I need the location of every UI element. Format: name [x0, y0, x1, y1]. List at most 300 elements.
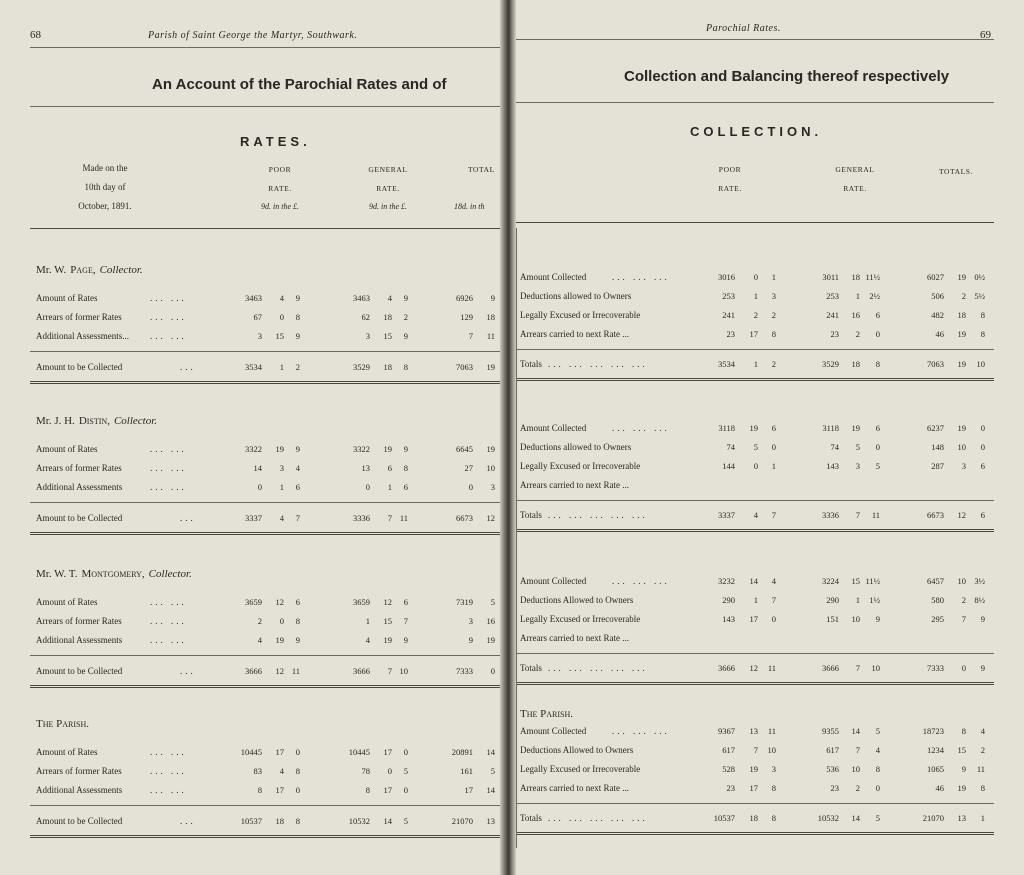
collection-row-total-0: 46 — [935, 783, 944, 793]
collection-row-poor-1: 1 — [753, 595, 758, 605]
leader-dots: ... ... — [150, 597, 187, 607]
collection-total-total-2: 10 — [976, 359, 985, 369]
collection-total-total-2: 1 — [980, 813, 985, 823]
rate-row-label: Additional Assessments — [36, 635, 123, 645]
rates-total-poor-1: 18 — [275, 816, 284, 826]
rates-poor-header: POOR — [268, 165, 292, 174]
rate-row-total-0: 9 — [468, 635, 473, 645]
rate-row-total-0: 17 — [464, 785, 473, 795]
leader-dots: ... ... — [150, 747, 187, 757]
rate-row-poor-1: 1 — [279, 482, 284, 492]
collection-row-total-0: 18723 — [922, 726, 944, 736]
collection-row-label: Amount Collected — [520, 272, 587, 282]
collection-row-poor-1: 7 — [753, 745, 758, 755]
collection-row-poor-2: 11 — [767, 726, 776, 736]
collection-total-poor-0: 3337 — [718, 510, 735, 520]
rate-row-label: Amount of Rates — [36, 747, 98, 757]
rates-total-label: Amount to be Collected — [36, 513, 123, 523]
rate-row-total-1: 11 — [486, 331, 495, 341]
collection-total-label: Totals — [520, 663, 542, 673]
collection-row-total-2: 3½ — [974, 576, 985, 586]
collection-row-total-1: 10 — [957, 442, 966, 452]
rates-total-poor-2: 7 — [295, 513, 300, 523]
collection-row-poor-1: 17 — [749, 783, 758, 793]
collection-row-poor-2: 8 — [771, 329, 776, 339]
leader-dots: ... ... — [150, 312, 187, 322]
collection-row-total-0: 6237 — [927, 423, 944, 433]
rate-row-general-2: 9 — [403, 331, 408, 341]
collection-row-poor-0: 617 — [722, 745, 735, 755]
collection-total-poor-0: 3666 — [718, 663, 735, 673]
collection-row-poor-1: 17 — [749, 614, 758, 624]
collection-row-general-2: 5 — [875, 461, 880, 471]
collection-row-poor-0: 3118 — [718, 423, 735, 433]
left-page-number: 68 — [30, 29, 41, 41]
collection-row-label: Arrears carried to next Rate ... — [520, 329, 629, 339]
rates-total-general-0: 3336 — [353, 513, 370, 523]
collection-row-general-1: 14 — [851, 726, 860, 736]
collection-total-general-0: 3336 — [822, 510, 839, 520]
rate-row-total-1: 19 — [486, 444, 495, 454]
rate-row-poor-0: 14 — [253, 463, 262, 473]
made-on-line-3: October, 1891. — [78, 201, 132, 211]
collection-row-general-2: 0 — [875, 783, 880, 793]
leader-dots: ... ... — [150, 785, 187, 795]
collection-row-poor-1: 0 — [753, 461, 758, 471]
collection-total-general-0: 3529 — [822, 359, 839, 369]
rate-row-poor-2: 9 — [295, 444, 300, 454]
collection-row-total-1: 19 — [957, 423, 966, 433]
collection-row-poor-0: 143 — [722, 614, 735, 624]
rate-row-label: Arrears of former Rates — [36, 766, 122, 776]
rate-row-general-2: 5 — [403, 766, 408, 776]
collection-row-general-2: 1½ — [869, 595, 880, 605]
rate-row-general-1: 12 — [383, 597, 392, 607]
rates-total-label: Amount to be Collected — [36, 666, 123, 676]
collection-row-poor-1: 19 — [749, 764, 758, 774]
collection-row-general-0: 241 — [826, 310, 839, 320]
collection-row-poor-1: 13 — [749, 726, 758, 736]
rate-row-label: Additional Assessments... — [36, 331, 130, 341]
rate-row-general-0: 3322 — [353, 444, 370, 454]
collection-row-total-2: 6 — [980, 461, 985, 471]
collection-total-total-1: 13 — [957, 813, 966, 823]
collection-row-total-2: 8 — [980, 783, 985, 793]
rates-total-general-1: 18 — [383, 362, 392, 372]
rate-row-total-0: 6645 — [456, 444, 473, 454]
collector-heading — [36, 568, 192, 580]
collection-row-total-2: 9 — [980, 614, 985, 624]
collection-total-total-0: 7063 — [927, 359, 944, 369]
rate-row-label: Arrears of former Rates — [36, 463, 122, 473]
rate-row-general-0: 62 — [361, 312, 370, 322]
collection-total-label: Totals — [520, 359, 542, 369]
leader-dots: ... ... ... — [612, 576, 670, 586]
rate-row-poor-0: 83 — [253, 766, 262, 776]
collector-role: Collector. — [99, 264, 143, 276]
collection-row-total-2: 11 — [976, 764, 985, 774]
rates-total-total-1: 12 — [486, 513, 495, 523]
rate-row-poor-0: 4 — [257, 635, 262, 645]
rates-total-total-0: 6673 — [456, 513, 473, 523]
rate-row-general-2: 0 — [403, 785, 408, 795]
rate-row-poor-2: 9 — [295, 635, 300, 645]
collection-row-poor-2: 7 — [771, 595, 776, 605]
rate-row-general-2: 2 — [403, 312, 408, 322]
right-page-number: 69 — [980, 29, 991, 41]
rates-total-general-0: 3666 — [353, 666, 370, 676]
collection-row-general-0: 290 — [826, 595, 839, 605]
leader-dots: ... ... — [150, 616, 187, 626]
collection-row-total-1: 7 — [961, 614, 966, 624]
leader-dots: ... ... — [150, 766, 187, 776]
collection-row-poor-2: 8 — [771, 783, 776, 793]
rates-total-general-0: 3529 — [353, 362, 370, 372]
collection-row-label: Deductions Allowed to Owners — [520, 745, 634, 755]
rate-row-poor-0: 10445 — [240, 747, 262, 757]
collection-row-label: Arrears carried to next Rate ... — [520, 480, 629, 490]
rate-row-poor-1: 4 — [279, 293, 284, 303]
rate-row-poor-0: 3 — [257, 331, 262, 341]
collection-row-general-0: 3224 — [822, 576, 839, 586]
collection-row-general-2: 11½ — [865, 576, 880, 586]
collection-row-general-2: 2½ — [869, 291, 880, 301]
leader-dots: ... ... ... ... ... — [548, 663, 648, 673]
collection-row-general-0: 23 — [830, 329, 839, 339]
collection-total-general-0: 10532 — [817, 813, 839, 823]
leader-dots: ... ... ... ... ... — [548, 510, 648, 520]
collection-total-poor-2: 8 — [771, 813, 776, 823]
rate-row-label: Additional Assessments — [36, 785, 123, 795]
parish-heading-right — [520, 708, 573, 720]
collection-row-general-0: 617 — [826, 745, 839, 755]
rate-row-total-0: 7319 — [456, 597, 473, 607]
rates-poor-header-3: 9d. in the £. — [261, 202, 299, 211]
collection-row-poor-1: 1 — [753, 291, 758, 301]
rate-row-general-1: 19 — [383, 635, 392, 645]
rates-subtotal-rule — [30, 655, 500, 656]
rate-row-poor-2: 6 — [295, 482, 300, 492]
rate-row-poor-0: 0 — [257, 482, 262, 492]
rate-row-general-1: 17 — [383, 785, 392, 795]
leader-dots: ... — [180, 513, 196, 523]
collection-row-poor-1: 14 — [749, 576, 758, 586]
collection-row-label: Legally Excused or Irrecoverable — [520, 764, 641, 774]
leader-dots: ... — [180, 816, 196, 826]
collection-row-poor-0: 23 — [726, 329, 735, 339]
header-rule-left — [30, 47, 500, 48]
rate-row-poor-2: 0 — [295, 747, 300, 757]
collection-row-label: Arrears carried to next Rate ... — [520, 783, 629, 793]
collection-row-total-2: 8 — [980, 329, 985, 339]
collection-row-poor-2: 6 — [771, 423, 776, 433]
rate-row-poor-0: 67 — [253, 312, 262, 322]
collection-total-general-1: 7 — [855, 510, 860, 520]
rate-row-poor-1: 3 — [279, 463, 284, 473]
collection-row-poor-0: 3016 — [718, 272, 735, 282]
rates-total-poor-1: 1 — [279, 362, 284, 372]
rate-row-general-0: 3 — [365, 331, 370, 341]
rates-total-rule — [30, 532, 500, 535]
collection-row-label: Legally Excused or Irrecoverable — [520, 614, 641, 624]
collection-row-general-0: 9355 — [822, 726, 839, 736]
collection-row-total-0: 1234 — [927, 745, 944, 755]
title-rule-right — [516, 102, 994, 103]
rate-row-poor-2: 8 — [295, 616, 300, 626]
collection-row-total-0: 46 — [935, 329, 944, 339]
collection-subtotal-rule — [516, 349, 994, 350]
rates-total-rule — [30, 685, 500, 688]
rate-row-poor-1: 12 — [275, 597, 284, 607]
collection-row-general-1: 1 — [855, 291, 860, 301]
collection-row-total-0: 580 — [931, 595, 944, 605]
collection-row-total-2: 0 — [980, 442, 985, 452]
rates-total-label: Amount to be Collected — [36, 816, 123, 826]
rates-total-poor-2: 2 — [295, 362, 300, 372]
collection-total-total-0: 21070 — [922, 813, 944, 823]
collection-row-general-0: 536 — [826, 764, 839, 774]
rate-row-poor-1: 0 — [279, 312, 284, 322]
collection-row-total-0: 148 — [931, 442, 944, 452]
collection-row-general-1: 10 — [851, 614, 860, 624]
collection-row-total-1: 2 — [961, 291, 966, 301]
rate-row-poor-0: 3463 — [245, 293, 262, 303]
collection-row-poor-2: 1 — [771, 461, 776, 471]
leader-dots: ... ... ... ... ... — [548, 813, 648, 823]
rates-total-rule — [30, 381, 500, 384]
collection-row-poor-0: 23 — [726, 783, 735, 793]
rates-subtotal-rule — [30, 502, 500, 503]
collection-row-general-2: 5 — [875, 726, 880, 736]
rates-total-total-0: 21070 — [451, 816, 473, 826]
collection-row-poor-2: 0 — [771, 614, 776, 624]
collection-row-poor-2: 0 — [771, 442, 776, 452]
collection-row-poor-1: 17 — [749, 329, 758, 339]
collection-row-total-0: 295 — [931, 614, 944, 624]
collection-row-general-0: 3011 — [822, 272, 839, 282]
collection-row-label: Deductions allowed to Owners — [520, 442, 632, 452]
collection-total-poor-0: 3534 — [718, 359, 735, 369]
leader-dots: ... ... — [150, 444, 187, 454]
rates-section-title: RATES. — [240, 134, 311, 149]
rates-total-poor-1: 4 — [279, 513, 284, 523]
rates-general-header: GENERAL — [368, 165, 408, 174]
collection-total-poor-2: 2 — [771, 359, 776, 369]
rate-row-poor-2: 4 — [295, 463, 300, 473]
rate-row-general-0: 0 — [365, 482, 370, 492]
collection-total-general-1: 18 — [851, 359, 860, 369]
collection-total-rule — [516, 378, 994, 381]
left-page — [0, 0, 506, 875]
rates-total-header: TOTAL — [468, 165, 495, 174]
collection-general-header-2: RATE. — [843, 184, 867, 193]
collection-general-header: GENERAL — [835, 165, 875, 174]
collection-row-poor-2: 1 — [771, 272, 776, 282]
rate-row-general-1: 6 — [387, 463, 392, 473]
rate-row-total-0: 161 — [460, 766, 473, 776]
rate-row-general-1: 4 — [387, 293, 392, 303]
rates-total-poor-0: 10537 — [240, 816, 262, 826]
collection-row-total-1: 8 — [961, 726, 966, 736]
rates-total-general-2: 8 — [403, 362, 408, 372]
rates-subtotal-rule — [30, 805, 500, 806]
rates-total-total-1: 13 — [486, 816, 495, 826]
header-bottom-rule-left — [30, 228, 500, 229]
leader-dots: ... — [180, 666, 196, 676]
collection-total-poor-1: 4 — [753, 510, 758, 520]
parish-heading — [36, 718, 89, 730]
collector-role: Collector. — [148, 568, 192, 580]
rates-general-header-3: 9d. in the £. — [369, 202, 407, 211]
collection-total-rule — [516, 529, 994, 532]
rates-poor-header-2: RATE. — [268, 184, 292, 193]
header-rule-right — [516, 39, 994, 40]
rate-row-general-0: 8 — [365, 785, 370, 795]
collection-total-general-2: 10 — [871, 663, 880, 673]
title-right: Collection and Balancing thereof respectively — [624, 68, 950, 85]
rates-total-general-0: 10532 — [348, 816, 370, 826]
rate-row-general-1: 0 — [387, 766, 392, 776]
collection-subtotal-rule — [516, 500, 994, 501]
collection-row-total-2: 2 — [980, 745, 985, 755]
rate-row-poor-1: 17 — [275, 785, 284, 795]
collector-name-prefix: Mr. W. T. — [36, 568, 78, 580]
collection-row-label: Legally Excused or Irrecoverable — [520, 310, 641, 320]
rate-row-total-1: 5 — [490, 766, 495, 776]
rate-row-total-0: 129 — [460, 312, 473, 322]
rate-row-poor-1: 17 — [275, 747, 284, 757]
collection-row-poor-0: 241 — [722, 310, 735, 320]
collection-row-poor-2: 3 — [771, 291, 776, 301]
collection-total-rule — [516, 682, 994, 685]
rates-total-total-0: 7333 — [456, 666, 473, 676]
rates-total-poor-0: 3534 — [245, 362, 262, 372]
rate-row-general-2: 6 — [403, 482, 408, 492]
collection-row-general-1: 2 — [855, 329, 860, 339]
rate-row-total-1: 18 — [486, 312, 495, 322]
rate-row-label: Additional Assessments — [36, 482, 123, 492]
collection-row-poor-1: 19 — [749, 423, 758, 433]
collection-row-poor-1: 0 — [753, 272, 758, 282]
rate-row-poor-1: 15 — [275, 331, 284, 341]
leader-dots: ... ... ... — [612, 272, 670, 282]
collection-row-total-1: 19 — [957, 783, 966, 793]
collector-name-prefix: Mr. J. H. — [36, 415, 75, 427]
rate-row-general-2: 9 — [403, 293, 408, 303]
leader-dots: ... ... — [150, 293, 187, 303]
collection-row-general-0: 23 — [830, 783, 839, 793]
collection-row-poor-2: 10 — [767, 745, 776, 755]
collection-total-poor-1: 12 — [749, 663, 758, 673]
collection-row-poor-2: 4 — [771, 576, 776, 586]
rate-row-poor-2: 9 — [295, 293, 300, 303]
collector-name: Distin, — [78, 415, 110, 427]
rates-total-general-2: 11 — [399, 513, 408, 523]
rate-row-general-0: 3463 — [353, 293, 370, 303]
collection-total-general-1: 7 — [855, 663, 860, 673]
rate-row-poor-0: 3322 — [245, 444, 262, 454]
rates-total-general-2: 5 — [403, 816, 408, 826]
rate-row-total-1: 16 — [486, 616, 495, 626]
book-gutter — [500, 0, 516, 875]
right-running-title: Parochial Rates. — [706, 23, 781, 34]
collection-section-title: COLLECTION. — [690, 124, 823, 139]
rate-row-general-2: 6 — [403, 597, 408, 607]
rate-row-general-1: 1 — [387, 482, 392, 492]
leader-dots: ... ... ... — [612, 726, 670, 736]
rate-row-total-0: 3 — [468, 616, 473, 626]
rate-row-general-0: 4 — [365, 635, 370, 645]
collection-row-total-2: 8 — [980, 310, 985, 320]
collection-row-general-2: 4 — [875, 745, 880, 755]
collection-row-general-1: 15 — [851, 576, 860, 586]
collection-total-general-2: 11 — [871, 510, 880, 520]
collection-row-general-2: 0 — [875, 442, 880, 452]
collection-total-general-1: 14 — [851, 813, 860, 823]
collection-row-total-0: 6457 — [927, 576, 944, 586]
rate-row-total-1: 19 — [486, 635, 495, 645]
collection-row-general-0: 74 — [830, 442, 839, 452]
rate-row-label: Amount of Rates — [36, 293, 98, 303]
rate-row-poor-1: 19 — [275, 444, 284, 454]
collection-row-general-0: 3118 — [822, 423, 839, 433]
collection-row-general-2: 9 — [875, 614, 880, 624]
collection-row-general-1: 19 — [851, 423, 860, 433]
collection-row-general-1: 10 — [851, 764, 860, 774]
made-on-line-1: Made on the — [82, 163, 128, 173]
rates-total-header-3: 18d. in th — [454, 202, 485, 211]
rate-row-poor-2: 6 — [295, 597, 300, 607]
right-page-margin-line — [516, 228, 517, 848]
rate-row-general-2: 9 — [403, 444, 408, 454]
rate-row-general-1: 15 — [383, 331, 392, 341]
rate-row-label: Amount of Rates — [36, 444, 98, 454]
collection-row-general-2: 11½ — [865, 272, 880, 282]
parish-name-right: The Parish. — [520, 708, 574, 720]
rate-row-general-1: 18 — [383, 312, 392, 322]
rate-row-general-1: 17 — [383, 747, 392, 757]
rates-total-poor-1: 12 — [275, 666, 284, 676]
collection-subtotal-rule — [516, 803, 994, 804]
collector-heading — [36, 415, 157, 427]
rates-subtotal-rule — [30, 351, 500, 352]
collection-row-label: Amount Collected — [520, 726, 587, 736]
collection-row-total-2: 0½ — [974, 272, 985, 282]
rate-row-poor-2: 9 — [295, 331, 300, 341]
collection-row-total-1: 18 — [957, 310, 966, 320]
collection-row-total-1: 3 — [961, 461, 966, 471]
collection-total-total-2: 9 — [980, 663, 985, 673]
leader-dots: ... ... — [150, 463, 187, 473]
collection-row-total-2: 0 — [980, 423, 985, 433]
collection-row-general-2: 6 — [875, 423, 880, 433]
collection-row-total-2: 8½ — [974, 595, 985, 605]
collection-poor-header-2: RATE. — [718, 184, 742, 193]
collection-totals-header: TOTALS. — [938, 167, 974, 176]
collector-heading — [36, 264, 143, 276]
collection-row-label: Arrears carried to next Rate ... — [520, 633, 629, 643]
collection-total-total-1: 12 — [957, 510, 966, 520]
rates-total-general-1: 14 — [383, 816, 392, 826]
collector-name: Page, — [70, 264, 96, 276]
collection-row-total-2: 5½ — [974, 291, 985, 301]
rates-total-general-2: 10 — [399, 666, 408, 676]
rate-row-total-1: 10 — [486, 463, 495, 473]
collector-name-prefix: Mr. W. — [36, 264, 67, 276]
collection-total-rule — [516, 832, 994, 835]
rates-total-total-1: 0 — [490, 666, 495, 676]
rate-row-poor-0: 8 — [257, 785, 262, 795]
